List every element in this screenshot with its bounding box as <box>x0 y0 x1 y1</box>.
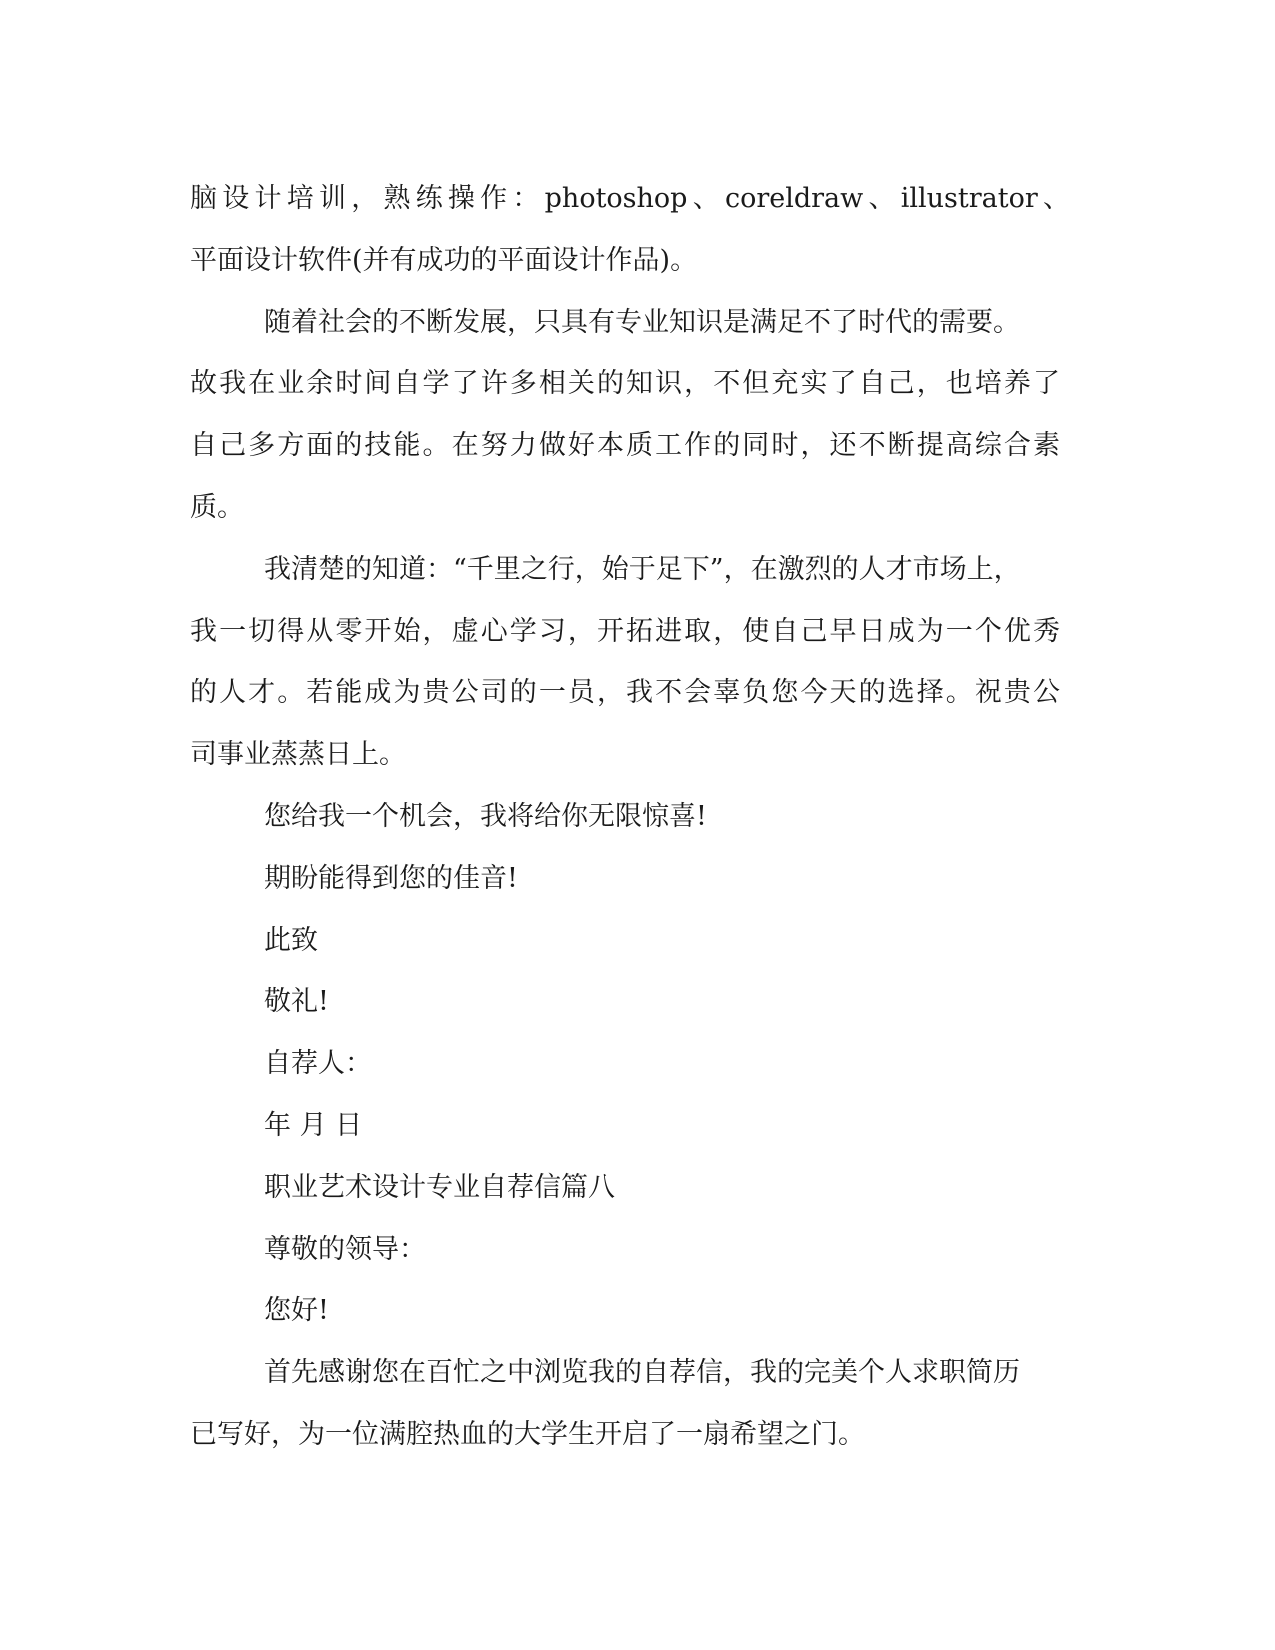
closing-salutation: 敬礼! <box>264 986 329 1018</box>
paragraph-start-line: 您给我一个机会，我将给你无限惊喜! <box>264 800 707 832</box>
text-line: 平面设计软件(并有成功的平面设计作品)。 <box>190 244 698 276</box>
letter-body <box>190 168 1070 1466</box>
text-line: 质。 <box>190 491 244 523</box>
section-title: 职业艺术设计专业自荐信篇八 <box>264 1171 615 1203</box>
greeting-line: 尊敬的领导： <box>264 1233 426 1265</box>
text-line: 自己多方面的技能。在努力做好本质工作的同时，还不断提高综合素 <box>190 430 1060 462</box>
text-line: 脑设计培训，熟练操作：photoshop、coreldraw、illustrator、 <box>190 183 1070 214</box>
text-line: 司事业蒸蒸日上。 <box>190 739 406 771</box>
paragraph-start-line: 我清楚的知道：“千里之行，始于足下”，在激烈的人才市场上， <box>264 553 1021 585</box>
paragraph-start-line: 期盼能得到您的佳音! <box>264 862 518 894</box>
text-line: 的人才。若能成为贵公司的一员，我不会辜负您今天的选择。祝贵公 <box>190 677 1060 709</box>
paragraph-start-line: 首先感谢您在百忙之中浏览我的自荐信，我的完美个人求职简历 <box>264 1357 1020 1389</box>
text-line: 已写好，为一位满腔热血的大学生开启了一扇希望之门。 <box>190 1418 865 1450</box>
text-line: 我一切得从零开始，虚心学习，开拓进取，使自己早日成为一个优秀 <box>190 615 1060 647</box>
paragraph-start-line: 随着社会的不断发展，只具有专业知识是满足不了时代的需要。 <box>264 306 1020 338</box>
closing-salutation: 此致 <box>264 924 318 956</box>
date-line: 年 月 日 <box>264 1109 363 1141</box>
signature-label: 自荐人： <box>264 1048 372 1080</box>
text-line: 故我在业余时间自学了许多相关的知识，不但充实了自己，也培养了 <box>190 368 1060 400</box>
greeting-line: 您好! <box>264 1295 329 1327</box>
